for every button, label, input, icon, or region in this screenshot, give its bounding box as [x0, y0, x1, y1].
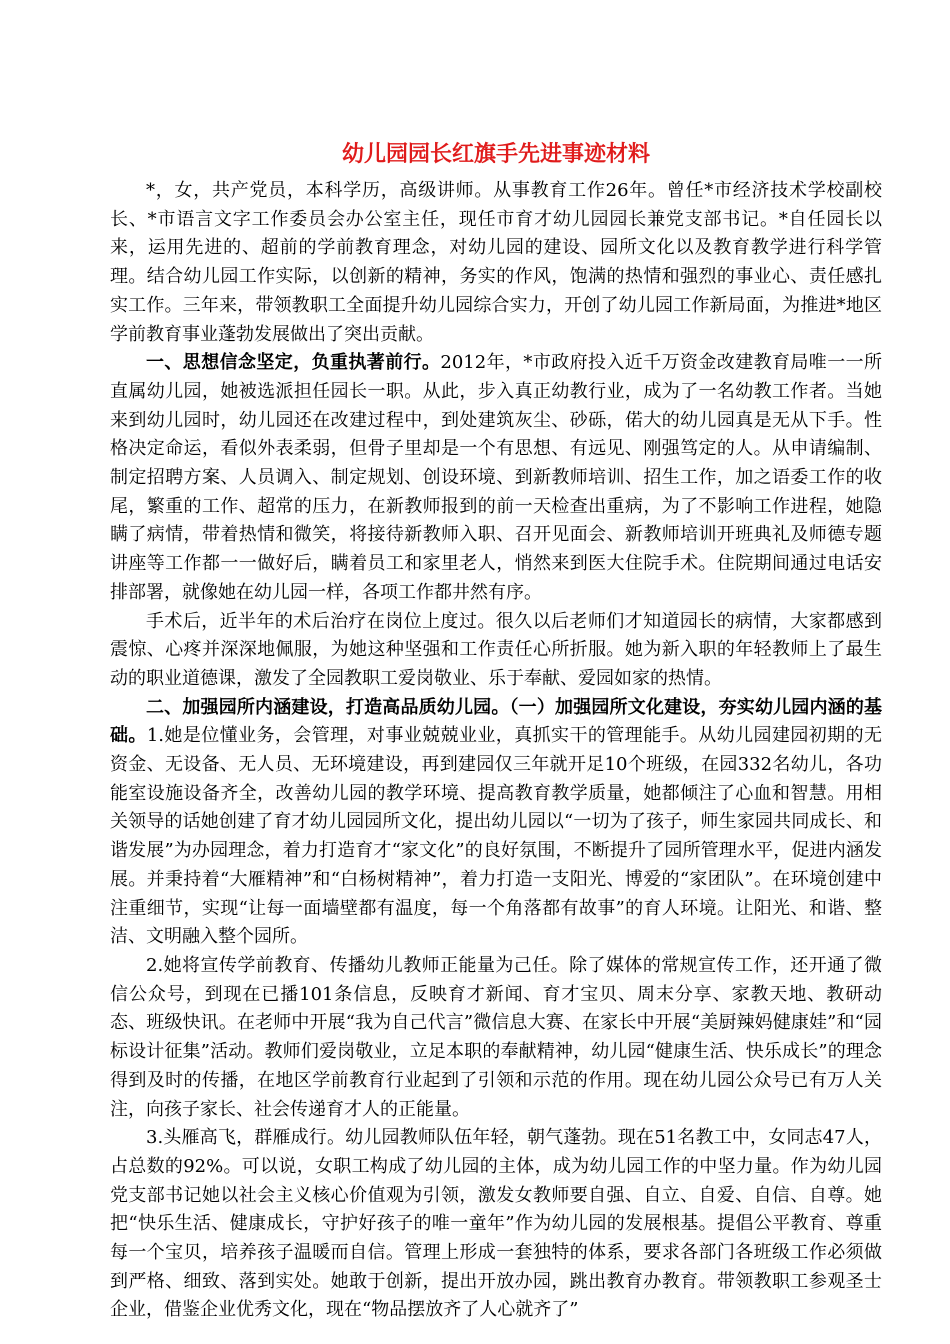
paragraph-text: 手术后，近半年的术后治疗在岗位上度过。很久以后老师们才知道园长的病情，大家都感到震惊、心疼并深深地佩服，为她这种坚强和工作责任心所折服。她为新入职的年轻教师上了最生动的职业道德课，激发了全园教职工爱岗敬业、乐于奉献、爱园如家的热情。 — [110, 610, 882, 689]
paragraph-intro — [110, 177, 882, 349]
section-heading: 二、加强园所内涵建设，打造高品质幼儿园。（一）加强园所文化建设，夯实幼儿园内涵的基础。 — [110, 696, 882, 747]
paragraph-text: *，女，共产党员，本科学历，高级讲师。从事教育工作26年。曾任*市经济技术学校副校长、*市语言文字工作委员会办公室主任，现任市育才幼儿园园长兼党支部书记。*自任园长以来，运用先进的、超前的学前教育理念，对幼儿园的建设、园所文化以及教育教学进行科学管理。结合幼儿园工作实际，以创新的精神，务实的作风，饱满的热情和强烈的事业心、责任感扎实工作。三年来，带领教职工全面提升幼儿园综合实力，开创了幼儿园工作新局面，为推进*地区学前教育事业蓬勃发展做出了突出贡献。 — [110, 180, 882, 345]
section-heading: 一、思想信念坚定，负重执著前行。 — [146, 352, 441, 374]
paragraph-point-2 — [110, 952, 882, 1124]
paragraph-text: 3.头雁高飞，群雁成行。幼儿园教师队伍年轻，朝气蓬勃。现在51名教工中，女同志47人，占总数的92%。可以说，女职工构成了幼儿园的主体，成为幼儿园工作的中坚力量。作为幼儿园党支部书记她以社会主义核心价值观为引领，激发女教师要自强、自立、自爱、自信、自尊。她把“快乐生活、健康成长，守护好孩子的唯一童年”作为幼儿园的发展根基。提倡公平教育、尊重每一个宝贝，培养孩子温暖而自信。管理上形成一套独特的体系，要求各部门各班级工作必须做到严格、细致、落到实处。她敢于创新，提出开放办园，跳出教育办教育。带领教职工参观圣士企业，借鉴企业优秀文化，现在“物品摆放齐了人心就齐了” — [110, 1127, 882, 1321]
document-page — [110, 140, 882, 1325]
paragraph-after-surgery — [110, 608, 882, 694]
paragraph-text: 1.她是位懂业务，会管理，对事业兢兢业业，真抓实干的管理能手。从幼儿园建园初期的无资金、无设备、无人员、无环境建设，再到建园仅三年就开足10个班级，在园332名幼儿，各功能室设施设备齐全，改善幼儿园的教学环境、提高教育教学质量，她都倾注了心血和智慧。用相关领导的话她创建了育才幼儿园园所文化，提出幼儿园以“一切为了孩子，师生家园共同成长、和谐发展”为办园理念，着力打造育才“家文化”的良好氛围，不断提升了园所管理水平，促进内涵发展。并秉持着“大雁精神”和“白杨树精神”，着力打造一支阳光、博爱的“家团队”。在环境创建中注重细节，实现“让每一面墙壁都有温度，每一个角落都有故事”的育人环境。让阳光、和谐、整洁、文明融入整个园所。 — [110, 725, 883, 948]
paragraph-point-3 — [110, 1124, 882, 1325]
document-title: 幼儿园园长红旗手先进事迹材料 — [341, 142, 650, 167]
paragraph-section-2 — [110, 694, 882, 952]
paragraph-section-1 — [110, 349, 882, 607]
paragraph-text: 2.她将宣传学前教育、传播幼儿教师正能量为己任。除了媒体的常规宣传工作，还开通了微信公众号，到现在已播101条信息，反映育才新闻、育才宝贝、周末分享、家教天地、教研动态、班级快讯。在老师中开展“我为自己代言”微信息大赛、在家长中开展“美厨辣妈健康娃”和“园标设计征集”活动。教师们爱岗敬业，立足本职的奉献精神，幼儿园“健康生活、快乐成长”的理念得到及时的传播，在地区学前教育行业起到了引领和示范的作用。现在幼儿园公众号已有万人关注，向孩子家长、社会传递育才人的正能量。 — [110, 954, 882, 1120]
paragraph-text: 2012年，*市政府投入近千万资金改建教育局唯一一所直属幼儿园，她被选派担任园长一职。从此，步入真正幼教行业，成为了一名幼教工作者。当她来到幼儿园时，幼儿园还在改建过程中，到处建筑灰尘、砂砾，偌大的幼儿园真是无从下手。性格决定命运，看似外表柔弱，但骨子里却是一个有思想、有远见、刚强笃定的人。从申请编制、制定招聘方案、人员调入、制定规划、创设环境、到新教师培训、招生工作，加之语委工作的收尾，繁重的工作、超常的压力，在新教师报到的前一天检查出重病，为了不影响工作进程，她隐瞒了病情，带着热情和微笑，将接待新教师入职、召开见面会、新教师培训开班典礼及师德专题讲座等工作都一一做好后，瞒着员工和家里老人，悄然来到医大住院手术。住院期间通过电话安排部署，就像她在幼儿园一样，各项工作都井然有序。 — [110, 352, 883, 603]
